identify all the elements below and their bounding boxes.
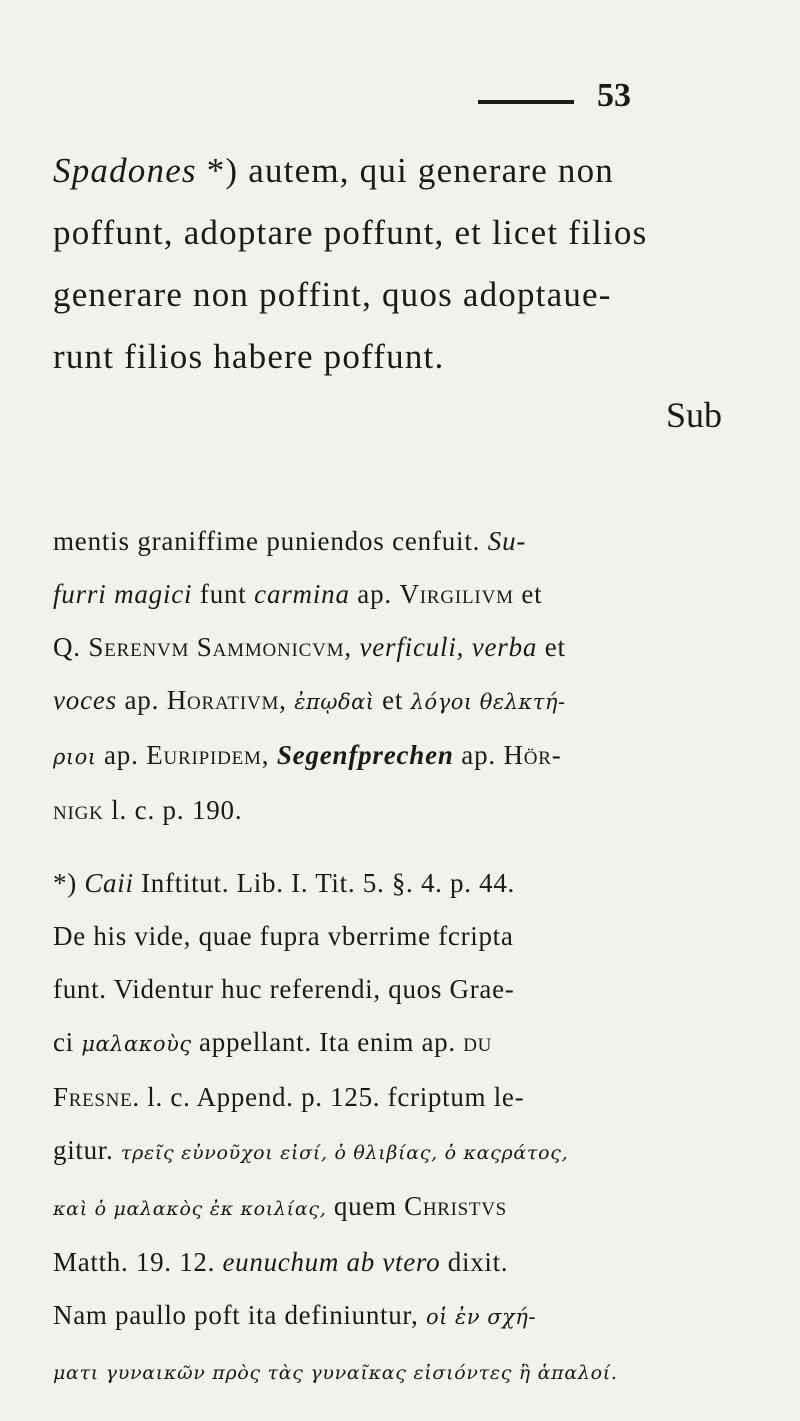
footnote-text: Matth. 19. 12. (53, 1247, 223, 1277)
footnote-line (53, 1289, 773, 1344)
footnote-line (53, 1344, 773, 1400)
footnote-italic: eunuchum ab vtero (222, 1247, 441, 1277)
note-paragraph (53, 515, 773, 837)
main-line: generare non poffint, quos adoptaue- (53, 275, 612, 314)
note-author: Horativm (166, 685, 280, 715)
note-text: ap. (96, 740, 147, 770)
footnote-text: dixit. (440, 1247, 509, 1277)
footnote-text: gitur. (53, 1135, 121, 1165)
note-author: nigk (53, 795, 104, 825)
note-italic: Su- (487, 526, 527, 556)
note-text: l. c. p. 190. (103, 795, 243, 825)
footnote-author: Fresne (53, 1082, 133, 1112)
note-italic: carmina (254, 579, 350, 609)
main-line (53, 140, 773, 202)
footnote-text: . l. c. Append. p. 125. fcriptum le- (132, 1082, 525, 1112)
note-text: , (261, 740, 277, 770)
footnote (53, 857, 773, 1400)
main-line: poffunt, adoptare poffunt, et licet filios (53, 213, 648, 252)
note-italic: voces (53, 685, 117, 715)
footnote-greek: καὶ ὁ μαλακὸς ἐκ κοιλίας, (53, 1198, 327, 1220)
footnote-line (53, 857, 773, 910)
note-german: Segenfprechen (276, 740, 454, 770)
note-italic: verficuli, verba (351, 632, 538, 662)
note-text: et (513, 579, 543, 609)
note-text: funt (192, 579, 255, 609)
note-text: , (279, 685, 295, 715)
header-rule (478, 100, 574, 104)
note-line (53, 621, 773, 674)
footnote-text: appellant. Ita enim ap. (191, 1027, 464, 1057)
note-text: et (537, 632, 566, 662)
footnote-greek: ματι γυναικῶν πρὸς τὰς γυναῖκας εἰσιόντες ἢ ἁπαλοί. (53, 1362, 618, 1384)
note-line (53, 674, 773, 729)
footnote-greek: μαλακοὺς (81, 1032, 192, 1056)
footnote-greek: τρεῖς εὐνοῦχοι εἰσί, ὁ θλιβίας, ὁ καςράτος, (120, 1142, 569, 1164)
note-greek: ριοι (53, 745, 97, 769)
footnote-text: quem (326, 1191, 405, 1221)
footnote-text: ci (53, 1027, 82, 1057)
note-text: mentis graniffime puniendos cenfuit. (53, 526, 488, 556)
note-text: ap. (453, 740, 504, 770)
note-author: Hör- (503, 740, 562, 770)
footnote-line (53, 1236, 773, 1289)
note-greek: λόγοι θελκτή- (410, 690, 566, 714)
main-paragraph (53, 140, 773, 388)
note-line (53, 784, 773, 837)
footnote-italic: Caii (84, 868, 134, 898)
main-word-spadones: Spadones (53, 151, 197, 190)
note-line (53, 568, 773, 621)
footnote-line (53, 1071, 773, 1124)
note-line (53, 515, 773, 568)
note-text: ap. (116, 685, 167, 715)
footnote-line (53, 1016, 773, 1071)
footnote-line: De his vide, quae fupra vberrime fcripta (53, 921, 514, 951)
note-text: ap. (349, 579, 400, 609)
footnote-author: Christvs (404, 1191, 507, 1221)
main-line-rest: *) autem, qui generare non (196, 151, 615, 190)
note-author: Q. Serenvm Sammonicvm, (53, 632, 352, 662)
footnote-text: Inftitut. Lib. I. Tit. 5. §. 4. p. 44. (133, 868, 515, 898)
footnote-line (53, 1180, 773, 1236)
footnote-author: du (463, 1027, 493, 1057)
footnote-greek: οἱ ἐν σχή- (425, 1305, 536, 1329)
footnote-text: Nam paullo poft ita definiuntur, (53, 1300, 426, 1330)
catchword: Sub (666, 395, 723, 435)
page-number: 53 (597, 77, 631, 114)
footnote-line: funt. Videntur huc referendi, quos Grae- (53, 974, 515, 1004)
note-line (53, 729, 773, 784)
main-line: runt filios habere poffunt. (53, 337, 445, 376)
note-author: Euripidem (146, 740, 262, 770)
footnote-line (53, 1124, 773, 1180)
footnote-marker: *) (53, 868, 85, 898)
note-greek: ἐπῳδαὶ (294, 690, 375, 714)
note-author: Virgilivm (399, 579, 514, 609)
note-italic: furri magici (53, 579, 193, 609)
note-text: et (374, 685, 411, 715)
